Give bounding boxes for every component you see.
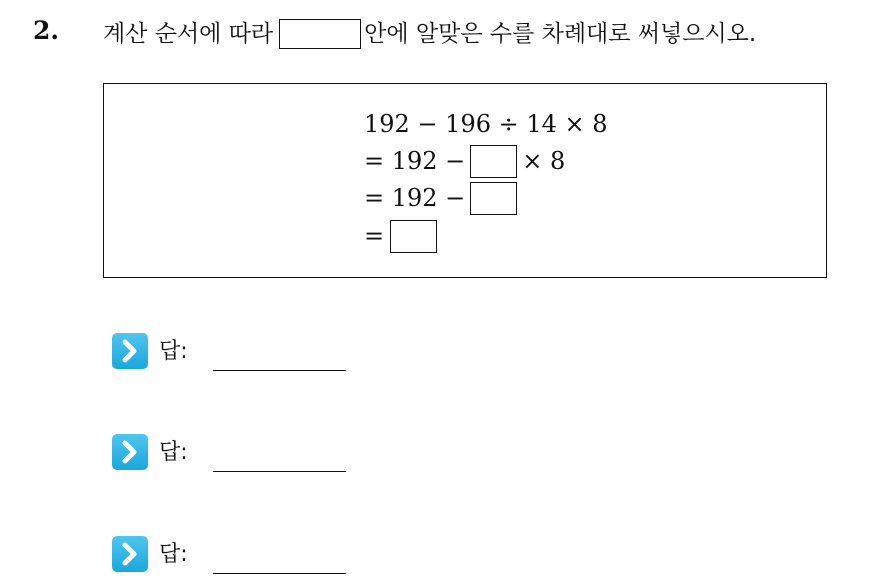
- expression-line-2: [364, 143, 565, 179]
- answer-label: 답:: [159, 339, 188, 364]
- question-text: [103, 16, 756, 52]
- expression: 192 − 196 ÷ 14 × 8: [364, 110, 608, 138]
- answer-line[interactable]: [213, 573, 346, 574]
- inline-blank-box: [279, 19, 361, 49]
- chevron-right-icon: [112, 333, 148, 369]
- answer-label: 답:: [159, 440, 188, 465]
- chevron-right-icon: [112, 536, 148, 572]
- problem-box: [103, 83, 827, 278]
- question-text-after: 안에 알맞은 수를 차례대로 써넣으시오.: [364, 21, 757, 47]
- answer-blank-3[interactable]: [390, 220, 437, 253]
- answer-blank-1[interactable]: [470, 145, 517, 178]
- expression-line-4: [364, 218, 442, 254]
- answer-line[interactable]: [213, 471, 346, 472]
- question-text-before: 계산 순서에 따라: [103, 21, 274, 47]
- question-number: 2.: [33, 16, 60, 45]
- expression-prefix: = 192 −: [364, 147, 466, 175]
- answer-line[interactable]: [213, 370, 346, 371]
- expression-line-3: [364, 180, 522, 216]
- expression-prefix: = 192 −: [364, 184, 466, 212]
- answer-blank-2[interactable]: [470, 182, 517, 215]
- chevron-right-icon: [112, 434, 148, 470]
- expression-line-1: [364, 106, 608, 142]
- expression-suffix: × 8: [522, 147, 566, 175]
- expression-prefix: =: [364, 222, 385, 250]
- answer-label: 답:: [159, 542, 188, 567]
